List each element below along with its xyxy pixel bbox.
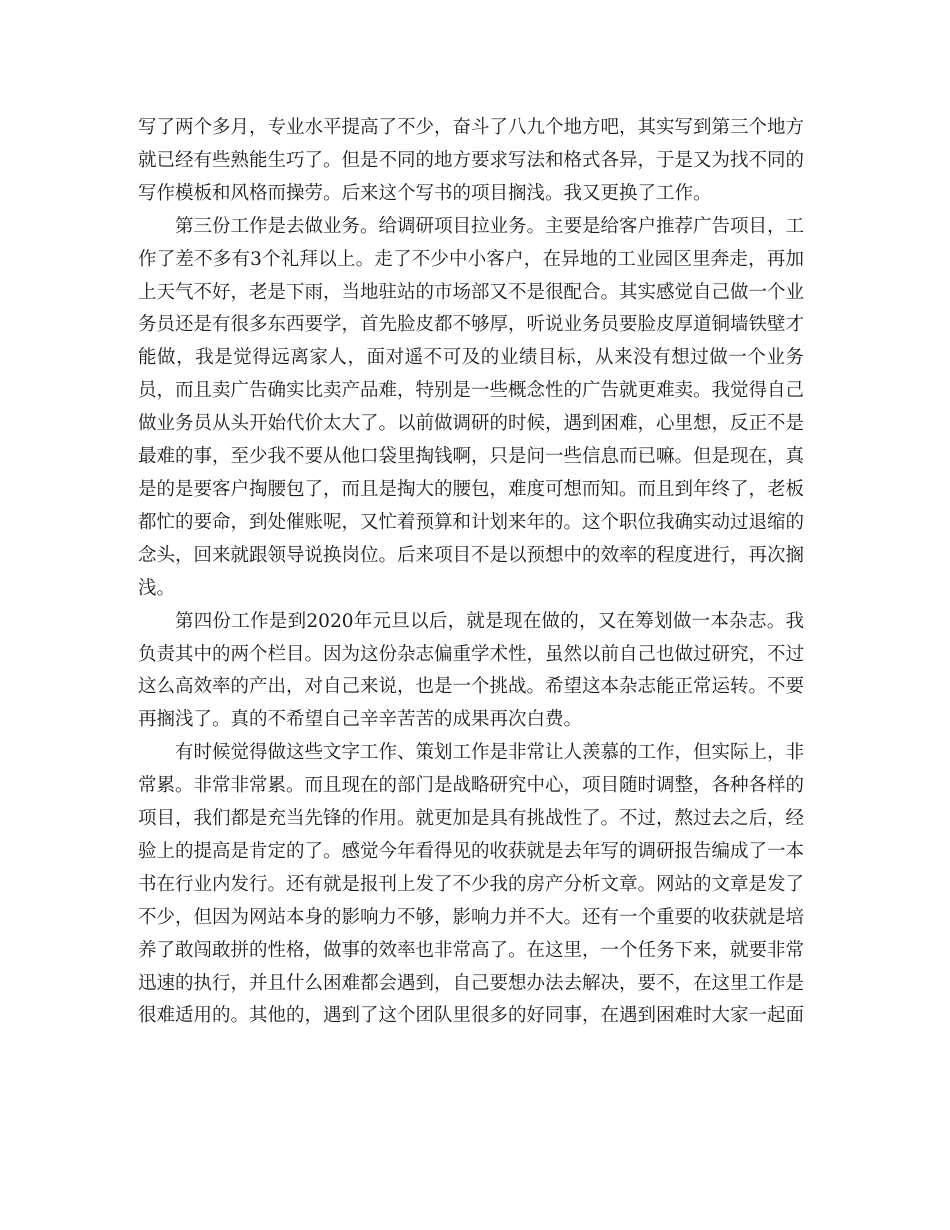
paragraph-fourth-job: 第四份工作是到2020年元旦以后，就是现在做的，又在筹划做一本杂志。我负责其中的两个栏目。因为这份杂志偏重学术性，虽然以前自己也做过研究，不过这么高效率的产出，对自己来说，也是一个挑战。希望这本杂志能正常运转。不要再搁浅了。真的不希望自己辛辛苦苦的成果再次白费。 [138, 610, 805, 731]
paragraph-continued: 写了两个多月，专业水平提高了不少，奋斗了八九个地方吧，其实写到第三个地方就已经有些熟能生巧了。但是不同的地方要求写法和格式各异，于是又为找不同的写作模板和风格而操劳。后来这个写书的项目搁浅。我又更换了工作。 [138, 117, 805, 204]
paragraph-third-job: 第三份工作是去做业务。给调研项目拉业务。主要是给客户推荐广告项目，工作了差不多有3个礼拜以上。走了不少中小客户，在异地的工业园区里奔走，再加上天气不好，老是下雨，当地驻站的市场部又不是很配合。其实感觉自己做一个业务员还是有很多东西要学，首先脸皮都不够厚，听说业务员要脸皮厚道铜墙铁壁才能做，我是觉得远离家人，面对遥不可及的业绩目标，从来没有想过做一个业务员，而且卖广告确实比卖产品难，特别是一些概念性的广告就更难卖。我觉得自己做业务员从头开始代价太大了。以前做调研的时候，遇到困难，心里想，反正不是最难的事，至少我不要从他口袋里掏钱啊，只是问一些信息而已嘛。但是现在，真是的是要客户掏腰包了，而且是掏大的腰包，难度可想而知。而且到年终了，老板都忙的要命，到处催账呢，又忙着预算和计划来年的。这个职位我确实动过退缩的念头，回来就跟领导说换岗位。后来项目不是以预想中的效率的程度进行，再次搁浅。 [138, 215, 805, 599]
document-body [138, 112, 804, 1033]
paragraph-reflection: 有时候觉得做这些文字工作、策划工作是非常让人羡慕的工作，但实际上，非常累。非常非常累。而且现在的部门是战略研究中心，项目随时调整，各种各样的项目，我们都是充当先锋的作用。就更加是具有挑战性了。不过，熬过去之后，经验上的提高是肯定的了。感觉今年看得见的收获就是去年写的调研报告编成了一本书在行业内发行。还有就是报刊上发了不少我的房产分析文章。网站的文章是发了不少，但因为网站本身的影响力不够，影响力并不大。还有一个重要的收获就是培养了敢闯敢拼的性格，做事的效率也非常高了。在这里，一个任务下来，就要非常迅速的执行，并且什么困难都会遇到，自己要想办法去解决，要不，在这里工作是很难适用的。其他的，遇到了这个团队里很多的好同事，在遇到困难时大家一起面 [138, 742, 805, 1027]
